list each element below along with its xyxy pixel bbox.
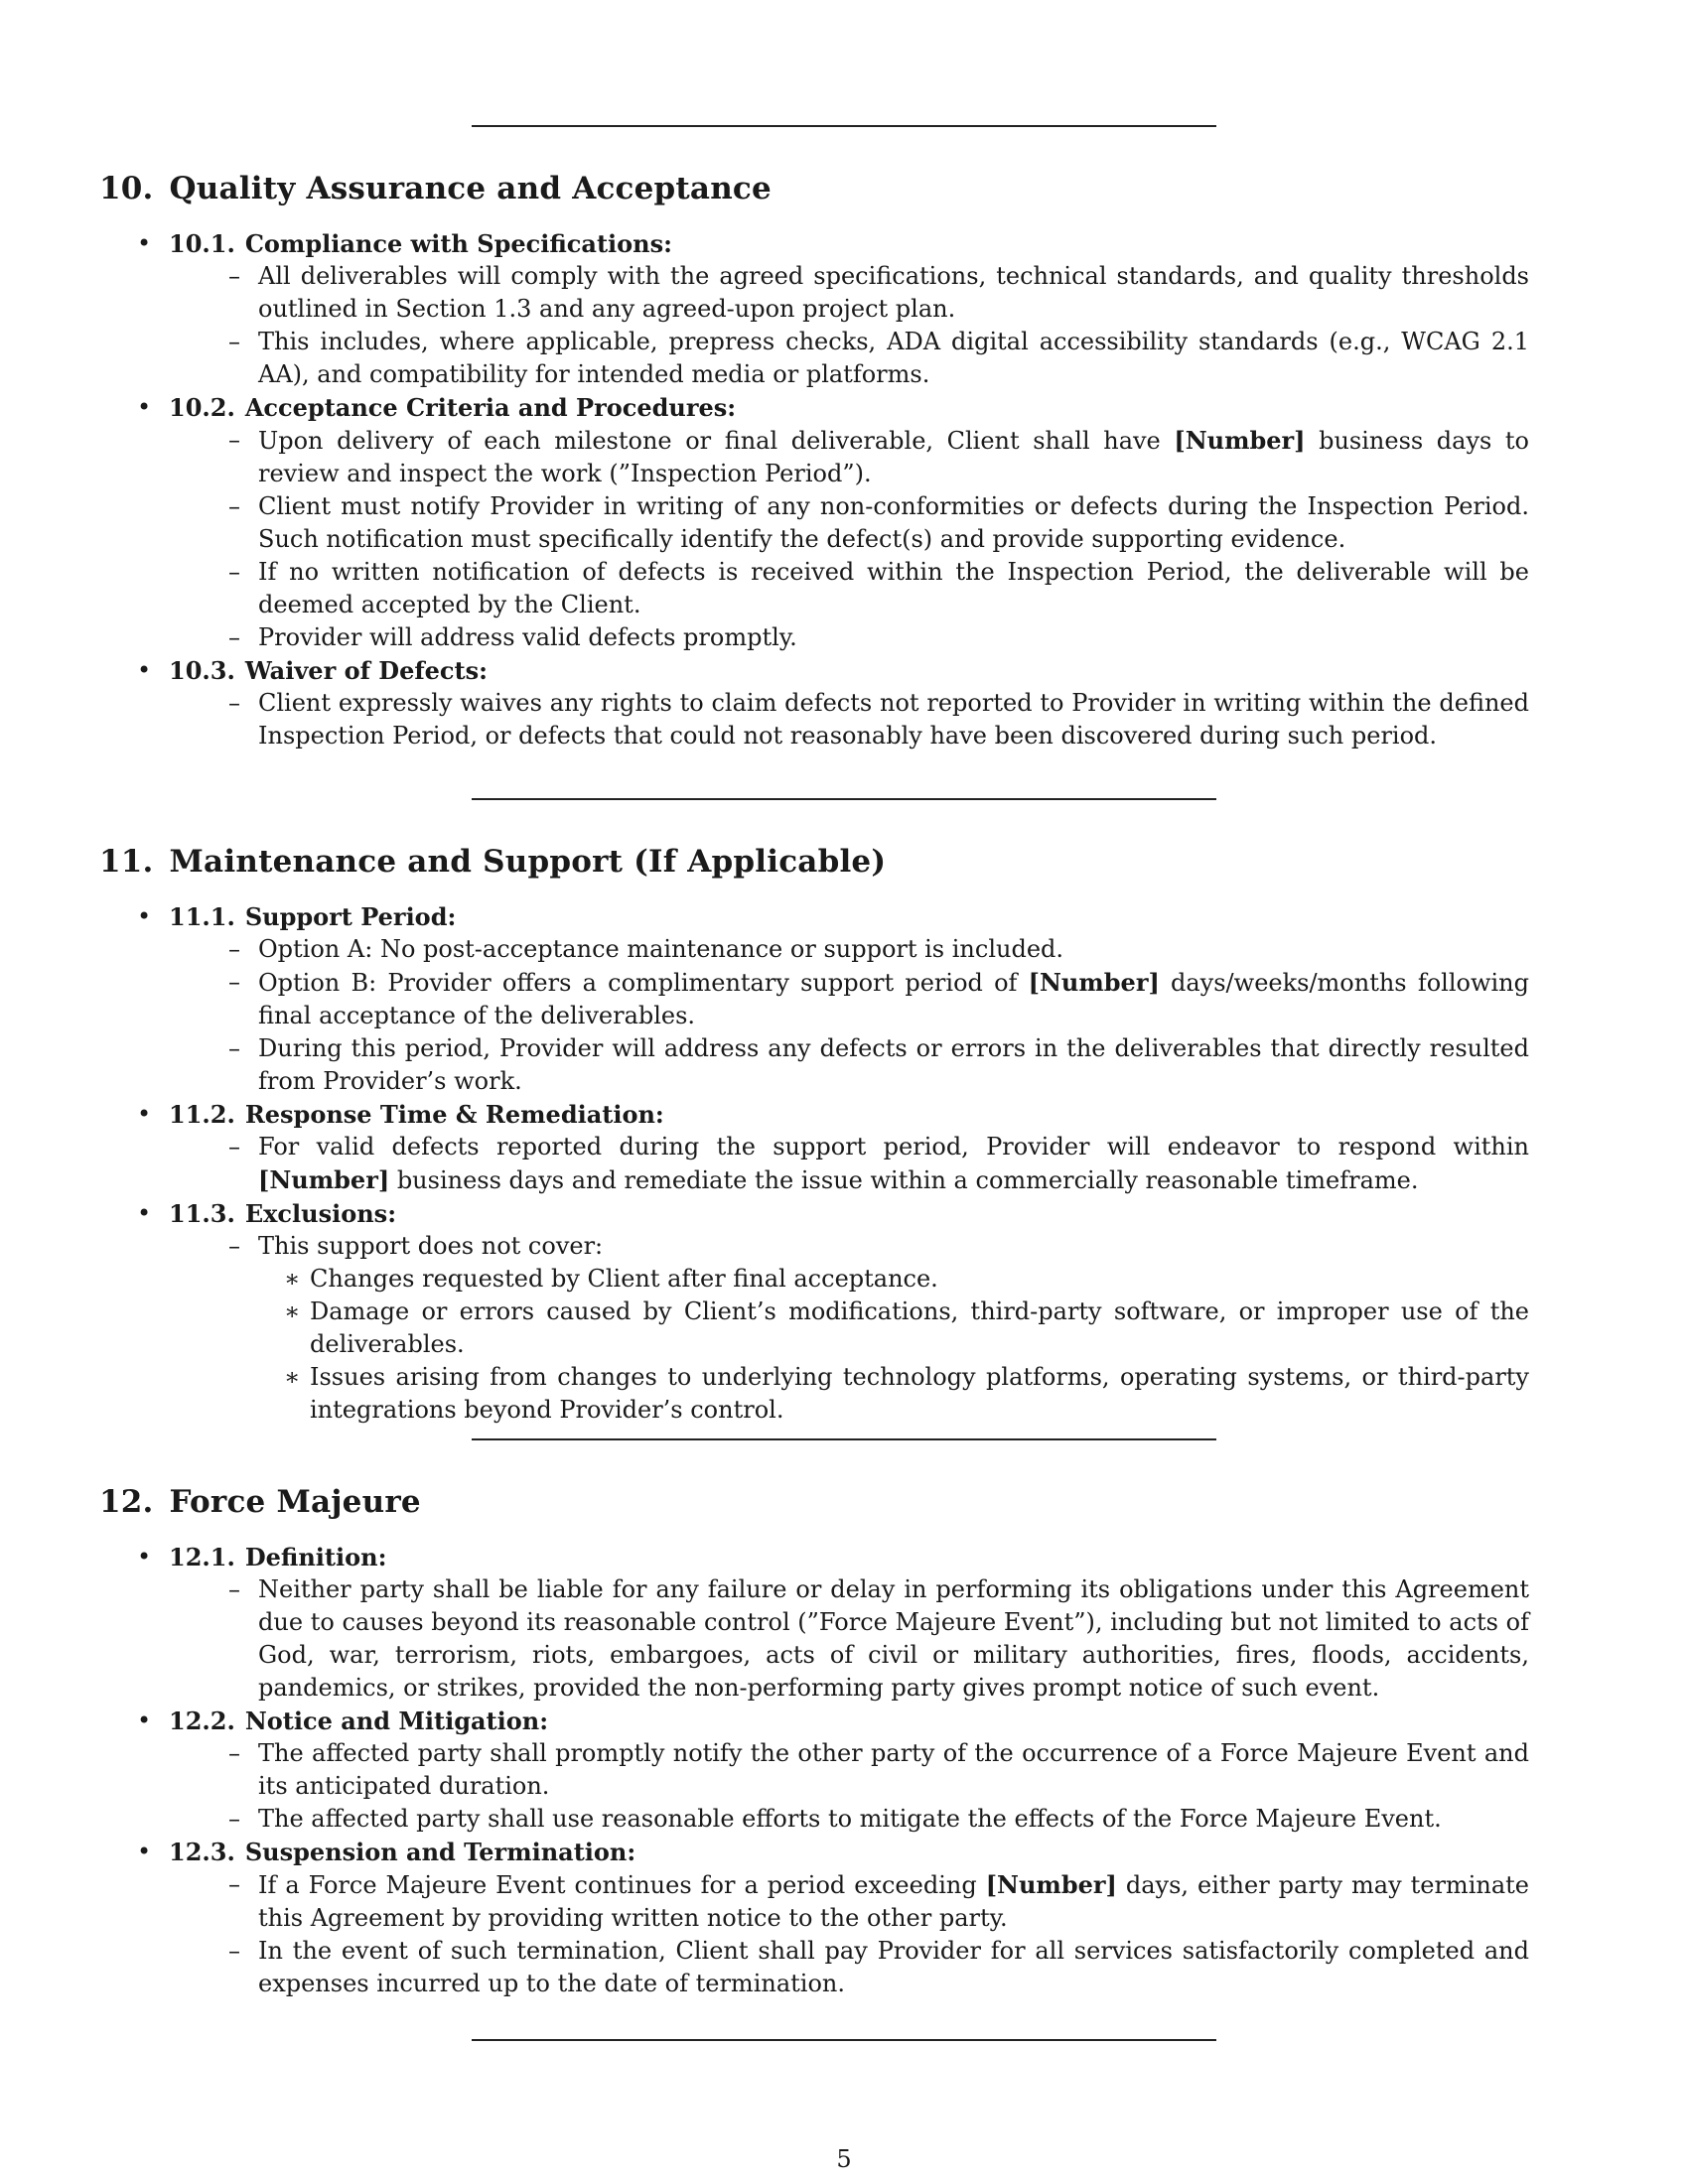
dash-icon: – (228, 1739, 240, 1767)
sub-item: – If no written notification of defects is received within the Inspection Period, the deliverable will be deemed accepted by the Client. (228, 558, 1529, 618)
section-heading: 10. Quality Assurance and Acceptance (99, 171, 772, 206)
dash-icon: – (228, 689, 240, 717)
dash-icon: – (228, 328, 240, 355)
horizontal-rule (472, 125, 1216, 127)
dash-icon: – (228, 262, 240, 290)
sub-item: – Option B: Provider offers a complimentary support period of [Number] days/weeks/months following final acceptance of the deliverables. (228, 968, 1529, 1029)
sub-item: – Upon delivery of each milestone or final deliverable, Client shall have [Number] business days to review and inspect the work (”Inspection Period”). (228, 426, 1529, 487)
list-item (99, 1197, 1589, 1230)
sub-item: – If a Force Majeure Event continues for a period exceeding [Number] days, either party may terminate this Agreement by providing written notice to the other party. (228, 1870, 1529, 1932)
list-item (99, 654, 1589, 687)
item-heading: 10.1. Compliance with Specifications: (169, 229, 672, 258)
item-heading: 11.3. Exclusions: (169, 1199, 397, 1228)
item-heading: 11.1. Support Period: (169, 902, 457, 931)
sub-item: – In the event of such termination, Client shall pay Provider for all services satisfactorily completed and expenses incurred up to the date of termination. (228, 1937, 1529, 1997)
section-list (99, 227, 1589, 752)
sub-item: – Neither party shall be liable for any failure or delay in performing its obligations under this Agreement due to causes beyond its reasonable control (”Force Majeure Event”), including but not limited to acts of God, war, terrorism, riots, embargoes, acts of civil or military authorities, fires, floods, accidents, pandemics, or strikes, provided the non-performing party gives prompt notice of such event. (228, 1575, 1529, 1702)
sub-item: – The affected party shall use reasonable efforts to mitigate the effects of the Force Majeure Event. (99, 1803, 1529, 1836)
item-heading: 12.2. Notice and Mitigation: (169, 1706, 549, 1735)
bullet-icon: • (137, 1706, 152, 1734)
asterisk-icon: ∗ (284, 1363, 301, 1391)
list-item (99, 900, 1589, 933)
sub-item: – Provider will address valid defects promptly. (99, 621, 1529, 654)
bullet-icon: • (137, 902, 152, 930)
sub-sub-item: ∗ Issues arising from changes to underlying technology platforms, operating systems, or third-party integrations beyond Provider’s control. (284, 1363, 1529, 1424)
asterisk-icon: ∗ (284, 1297, 301, 1325)
section-list (99, 900, 1589, 1427)
section-heading: 12. Force Majeure (99, 1484, 421, 1520)
dash-icon: – (228, 935, 240, 963)
page-number: 5 (836, 2145, 852, 2173)
dash-icon: – (228, 1937, 240, 1965)
sub-item: – All deliverables will comply with the agreed specifications, technical standards, and quality thresholds outlined in Section 1.3 and any agreed-upon project plan. (228, 262, 1529, 323)
dash-icon: – (228, 558, 240, 586)
list-item (99, 1836, 1589, 1868)
dash-icon: – (228, 426, 240, 454)
sub-item: – This support does not cover: (99, 1230, 1529, 1263)
item-heading: 10.3. Waiver of Defects: (169, 656, 488, 685)
sub-item: – Client expressly waives any rights to claim defects not reported to Provider in writing within the defined Inspection Period, or defects that could not reasonably have been discovered during such period. (228, 689, 1529, 750)
dash-icon: – (228, 968, 240, 996)
section-heading: 11. Maintenance and Support (If Applicable) (99, 844, 887, 880)
bullet-icon: • (137, 393, 152, 421)
section-list (99, 1541, 1589, 2000)
item-heading: 12.1. Definition: (169, 1543, 387, 1571)
dash-icon: – (228, 1034, 240, 1062)
sub-item: – Client must notify Provider in writing of any non-conformities or defects during the Inspection Period. Such notification must specifically identify the defect(s) and provide supporting evidence. (228, 492, 1529, 553)
horizontal-rule (472, 1438, 1216, 1440)
sub-item: – Option A: No post-acceptance maintenance or support is included. (99, 933, 1529, 966)
sub-sub-item: ∗ Damage or errors caused by Client’s modifications, third-party software, or improper use of the deliverables. (284, 1297, 1529, 1358)
sub-item: – This includes, where applicable, prepress checks, ADA digital accessibility standards (e.g., WCAG 2.1 AA), and compatibility for intended media or platforms. (228, 328, 1529, 388)
dash-icon: – (228, 1575, 240, 1603)
list-item (99, 227, 1589, 260)
dash-icon: – (228, 623, 240, 651)
sub-item: – During this period, Provider will address any defects or errors in the deliverables that directly resulted from Provider’s work. (228, 1034, 1529, 1095)
list-item (99, 391, 1589, 424)
dash-icon: – (228, 492, 240, 520)
bullet-icon: • (137, 1838, 152, 1865)
bullet-icon: • (137, 229, 152, 257)
sub-item: – For valid defects reported during the support period, Provider will endeavor to respond within [Number] business days and remediate the issue within a commercially reasonable timeframe. (228, 1133, 1529, 1194)
item-heading: 10.2. Acceptance Criteria and Procedures: (169, 393, 737, 422)
horizontal-rule (472, 798, 1216, 800)
asterisk-icon: ∗ (284, 1265, 301, 1293)
list-item (99, 1098, 1589, 1131)
item-heading: 11.2. Response Time & Remediation: (169, 1100, 664, 1129)
sub-item: – The affected party shall promptly notify the other party of the occurrence of a Force Majeure Event and its anticipated duration. (228, 1739, 1529, 1800)
horizontal-rule (472, 2039, 1216, 2041)
dash-icon: – (228, 1133, 240, 1160)
list-item (99, 1705, 1589, 1737)
bullet-icon: • (137, 1199, 152, 1227)
item-heading: 12.3. Suspension and Termination: (169, 1838, 636, 1866)
list-item (99, 1541, 1589, 1573)
bullet-icon: • (137, 1100, 152, 1128)
bullet-icon: • (137, 1543, 152, 1570)
dash-icon: – (228, 1870, 240, 1898)
dash-icon: – (228, 1232, 240, 1260)
sub-sub-item: ∗ Changes requested by Client after final acceptance. (99, 1263, 1529, 1296)
dash-icon: – (228, 1805, 240, 1833)
bullet-icon: • (137, 656, 152, 684)
